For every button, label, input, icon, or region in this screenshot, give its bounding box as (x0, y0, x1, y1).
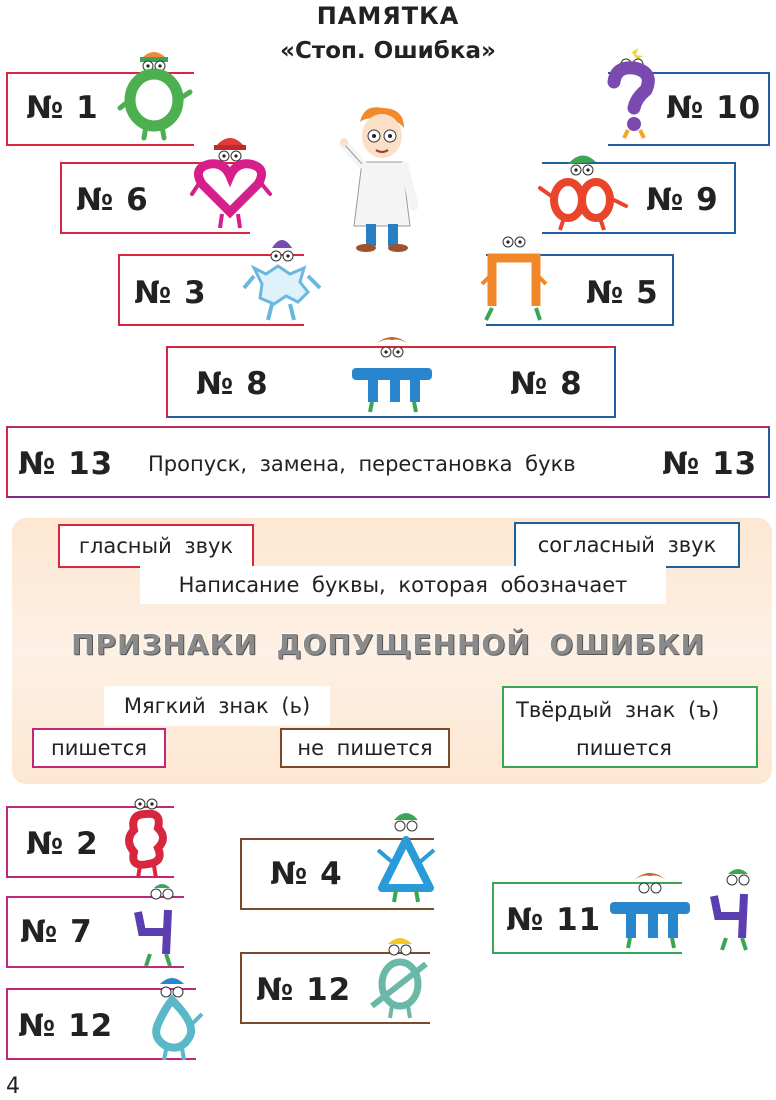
label-13-left: № 13 (18, 446, 114, 482)
vowel-label: гласный звук (58, 524, 254, 568)
soft-written-label: пишется (32, 728, 166, 768)
teal-drop-character-icon (138, 974, 208, 1062)
label-2: № 2 (26, 826, 99, 862)
label-3: № 3 (134, 275, 207, 311)
crossed-letter-character-icon (364, 934, 434, 1022)
soft-sign-label: Мягкий знак (ь) (104, 686, 330, 726)
label-1: № 1 (26, 90, 99, 126)
label-13-text: Пропуск, замена, перестановка букв (148, 452, 576, 476)
label-5: № 5 (586, 275, 659, 311)
label-13-right: № 13 (662, 446, 758, 482)
label-6: № 6 (76, 182, 149, 218)
letters-tp-blue-character-icon (346, 330, 438, 414)
letters-tp-character-icon (604, 866, 696, 950)
red-blob-character-icon (118, 792, 174, 882)
label-10: № 10 (666, 90, 762, 126)
zigzag-character-icon (242, 232, 322, 324)
page-subtitle: «Стоп. Ошибка» (280, 38, 496, 64)
label-11: № 11 (506, 902, 602, 938)
label-9: № 9 (646, 182, 719, 218)
consonant-label: согласный звук (514, 522, 740, 568)
hard-written-label: пишется (576, 736, 672, 760)
triangle-character-icon (372, 806, 438, 906)
page-number: 4 (6, 1074, 20, 1099)
letter-writing-label: Написание буквы, которая обозначает (140, 566, 666, 604)
double-o-character-icon (534, 148, 630, 232)
hard-sign-label: Твёрдый знак (ъ) (516, 698, 720, 722)
scientist-character-icon (334, 102, 426, 254)
letter-pe-orange-character-icon (478, 224, 550, 324)
label-12-left: № 12 (18, 1008, 114, 1044)
page-title: ПАМЯТКА (316, 2, 460, 30)
letter-o-character-icon (116, 44, 194, 140)
letter-che-character-right-icon (704, 866, 770, 952)
letter-che-character-icon (124, 882, 190, 968)
question-mark-character-icon (604, 42, 664, 138)
heart-character-icon (190, 128, 272, 232)
label-12-mid: № 12 (256, 972, 352, 1008)
label-8-right: № 8 (510, 366, 583, 402)
label-4: № 4 (270, 856, 343, 892)
label-7: № 7 (20, 914, 93, 950)
soft-not-written-label: не пишется (280, 728, 450, 768)
signs-heading: ПРИЗНАКИ ДОПУЩЕННОЙ ОШИБКИ (71, 628, 705, 661)
label-8-left: № 8 (196, 366, 269, 402)
